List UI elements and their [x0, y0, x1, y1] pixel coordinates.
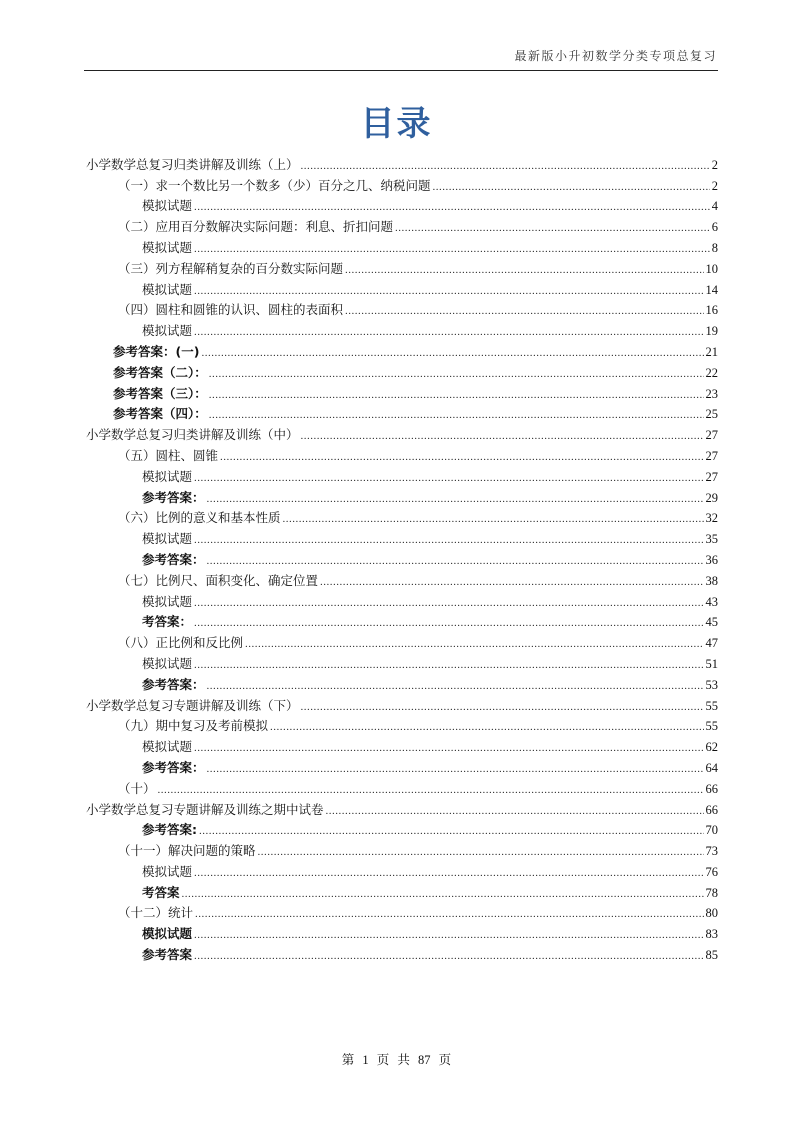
toc-entry-label: 参考答案（三）： [113, 385, 207, 401]
toc-dot-leader [209, 388, 704, 402]
toc-entry-label: 考答案 [142, 884, 180, 900]
toc-entry[interactable] [86, 506, 718, 527]
toc-entry-page-number: 80 [705, 906, 718, 921]
toc-dot-leader [209, 408, 704, 422]
toc-entry[interactable] [86, 859, 718, 880]
toc-entry[interactable] [86, 901, 718, 922]
toc-entry[interactable] [86, 797, 718, 818]
toc-entry[interactable] [86, 485, 718, 506]
toc-entry[interactable] [86, 610, 718, 631]
toc-entry-label: 参考答案： [142, 551, 205, 567]
toc-entry-page-number: 43 [705, 594, 718, 609]
toc-entry-label: （一）求一个数比另一个数多（少）百分之几、纳税问题 [118, 177, 431, 193]
toc-entry-page-number: 25 [705, 407, 718, 422]
toc-entry[interactable] [86, 776, 718, 797]
toc-entry-label: 参考答案: [142, 822, 197, 838]
toc-entry-page-number: 23 [705, 386, 718, 401]
toc-dot-leader [320, 575, 703, 589]
toc-entry-page-number: 45 [705, 615, 718, 630]
toc-dot-leader [301, 429, 704, 443]
toc-entry-label: （四）圆柱和圆锥的认识、圆柱的表面积 [118, 302, 344, 318]
toc-entry[interactable] [86, 464, 718, 485]
toc-entry-label: 模拟试题 [142, 739, 193, 755]
toc-entry[interactable] [86, 630, 718, 651]
toc-entry[interactable] [86, 672, 718, 693]
toc-entry-label: 模拟试题 [142, 239, 193, 255]
toc-entry-page-number: 85 [705, 948, 718, 963]
toc-entry-label: 小学数学总复习归类讲解及训练（中） [86, 427, 299, 443]
toc-dot-leader [209, 367, 704, 381]
toc-dot-leader [270, 720, 703, 734]
toc-entry[interactable] [86, 277, 718, 298]
toc-entry-label: 考答案： [142, 614, 193, 630]
toc-dot-leader [194, 928, 703, 942]
toc-entry-label: （五）圆柱、圆锥 [118, 447, 219, 463]
toc-entry-label: 参考答案： [142, 489, 205, 505]
toc-dot-leader [301, 700, 704, 714]
toc-entry-label: （八）正比例和反比例 [118, 635, 244, 651]
toc-entry-page-number: 19 [705, 324, 718, 339]
toc-entry[interactable] [86, 402, 718, 423]
toc-entry-label: 参考答案：(一) [113, 343, 200, 359]
toc-dot-leader [345, 263, 703, 277]
toc-entry-label: （九）期中复习及考前模拟 [118, 718, 269, 734]
toc-dot-leader [207, 492, 704, 506]
toc-entry[interactable] [86, 818, 718, 839]
toc-entry-page-number: 76 [705, 864, 718, 879]
toc-entry-page-number: 38 [705, 573, 718, 588]
toc-dot-leader [207, 554, 704, 568]
toc-entry-label: （六）比例的意义和基本性质 [118, 510, 281, 526]
toc-dot-leader [283, 512, 704, 526]
toc-entry[interactable] [86, 214, 718, 235]
toc-entry-label: 模拟试题 [142, 198, 193, 214]
toc-title: 目录 [360, 104, 433, 144]
toc-dot-leader [194, 471, 703, 485]
toc-entry[interactable] [86, 942, 718, 963]
toc-dot-leader [194, 596, 703, 610]
toc-entry[interactable] [86, 422, 718, 443]
toc-entry[interactable] [86, 194, 718, 215]
toc-dot-leader [207, 679, 704, 693]
header-divider [84, 70, 718, 71]
toc-dot-leader [194, 242, 710, 256]
toc-dot-leader [182, 887, 704, 901]
toc-entry-label: （十） [118, 780, 156, 796]
toc-entry-label: （十二）统计 [118, 905, 194, 921]
toc-entry[interactable] [86, 152, 718, 173]
toc-dot-leader [326, 804, 704, 818]
toc-entry-label: 模拟试题 [142, 281, 193, 297]
toc-entry-page-number: 29 [705, 490, 718, 505]
toc-entry[interactable] [86, 339, 718, 360]
toc-entry[interactable] [86, 360, 718, 381]
toc-entry-page-number: 62 [705, 740, 718, 755]
toc-entry[interactable] [86, 298, 718, 319]
toc-entry-page-number: 10 [705, 261, 718, 276]
toc-dot-leader [345, 304, 703, 318]
toc-entry-label: （三）列方程解稍复杂的百分数实际问题 [118, 260, 344, 276]
toc-dot-leader [258, 845, 704, 859]
toc-entry[interactable] [86, 256, 718, 277]
toc-entry[interactable] [86, 734, 718, 755]
toc-entry[interactable] [86, 443, 718, 464]
toc-dot-leader [201, 346, 703, 360]
toc-entry[interactable] [86, 381, 718, 402]
toc-entry[interactable] [86, 318, 718, 339]
toc-entry-page-number: 14 [705, 282, 718, 297]
toc-entry[interactable] [86, 880, 718, 901]
toc-entry-page-number: 8 [711, 240, 718, 255]
toc-entry[interactable] [86, 714, 718, 735]
toc-entry-page-number: 27 [705, 428, 718, 443]
toc-dot-leader [194, 949, 703, 963]
toc-entry-page-number: 35 [705, 532, 718, 547]
toc-entry[interactable] [86, 589, 718, 610]
toc-entry[interactable] [86, 755, 718, 776]
toc-entry-page-number: 2 [711, 178, 718, 193]
toc-entry-label: 小学数学总复习专题讲解及训练之期中试卷 [86, 801, 324, 817]
toc-entry-page-number: 22 [705, 365, 718, 380]
toc-dot-leader [194, 616, 703, 630]
toc-entry-page-number: 55 [705, 719, 718, 734]
toc-entry-page-number: 53 [705, 677, 718, 692]
toc-dot-leader [158, 783, 704, 797]
running-header: 最新版小升初数学分类专项总复习 [514, 49, 717, 63]
toc-entry-page-number: 64 [705, 760, 718, 775]
toc-entry-label: 小学数学总复习专题讲解及训练（下） [86, 697, 299, 713]
toc-dot-leader [194, 325, 703, 339]
toc-entry-page-number: 27 [705, 469, 718, 484]
toc-entry-label: 小学数学总复习归类讲解及训练（上） [86, 156, 299, 172]
toc-dot-leader [194, 866, 703, 880]
toc-entry-label: 模拟试题 [142, 468, 193, 484]
toc-entry-page-number: 66 [705, 802, 718, 817]
toc-dot-leader [433, 180, 710, 194]
toc-entry[interactable] [86, 838, 718, 859]
toc-dot-leader [301, 159, 710, 173]
toc-dot-leader [194, 200, 710, 214]
toc-entry-label: 参考答案： [142, 759, 205, 775]
toc-dot-leader [194, 658, 703, 672]
toc-entry-label: 参考答案（四）： [113, 406, 207, 422]
toc-entry[interactable] [86, 568, 718, 589]
toc-entry-page-number: 16 [705, 303, 718, 318]
toc-entry-page-number: 51 [705, 656, 718, 671]
toc-entry[interactable] [86, 547, 718, 568]
toc-dot-leader [207, 762, 704, 776]
toc-entry-page-number: 73 [705, 844, 718, 859]
toc-dot-leader [245, 637, 703, 651]
toc-entry-label: 模拟试题 [142, 323, 193, 339]
toc-entry-label: （十一）解决问题的策略 [118, 843, 256, 859]
toc-entry[interactable] [86, 173, 718, 194]
toc-entry-label: 参考答案： [142, 676, 205, 692]
toc-entry-page-number: 66 [705, 781, 718, 796]
toc-entry-page-number: 47 [705, 636, 718, 651]
toc-entry-page-number: 2 [711, 157, 718, 172]
toc-dot-leader [195, 907, 703, 921]
table-of-contents [86, 152, 718, 963]
toc-entry-label: 模拟试题 [142, 655, 193, 671]
toc-entry-page-number: 21 [705, 344, 718, 359]
toc-dot-leader [194, 533, 703, 547]
toc-entry[interactable] [86, 693, 718, 714]
toc-entry[interactable] [86, 526, 718, 547]
toc-entry-page-number: 55 [705, 698, 718, 713]
toc-entry-page-number: 6 [711, 220, 718, 235]
toc-entry-label: 模拟试题 [142, 926, 193, 942]
toc-entry-page-number: 27 [705, 448, 718, 463]
toc-entry-label: 模拟试题 [142, 531, 193, 547]
toc-entry-page-number: 70 [705, 823, 718, 838]
toc-entry-label: （二）应用百分数解决实际问题：利息、折扣问题 [118, 219, 394, 235]
toc-dot-leader [194, 741, 703, 755]
toc-entry-page-number: 83 [705, 927, 718, 942]
toc-entry-page-number: 32 [705, 511, 718, 526]
toc-dot-leader [199, 824, 704, 838]
toc-entry[interactable] [86, 651, 718, 672]
toc-dot-leader [395, 221, 710, 235]
toc-entry-label: 模拟试题 [142, 863, 193, 879]
toc-entry[interactable] [86, 921, 718, 942]
toc-entry-label: （七）比例尺、面积变化、确定位置 [118, 572, 319, 588]
toc-entry-page-number: 36 [705, 552, 718, 567]
toc-entry-page-number: 78 [705, 885, 718, 900]
toc-entry-label: 参考答案 [142, 947, 193, 963]
toc-entry-label: 模拟试题 [142, 593, 193, 609]
toc-entry[interactable] [86, 235, 718, 256]
page-footer: 第 1 页 共 87 页 [341, 1053, 452, 1067]
toc-entry-page-number: 4 [711, 199, 718, 214]
toc-dot-leader [194, 284, 703, 298]
toc-entry-label: 参考答案（二）： [113, 364, 207, 380]
toc-dot-leader [220, 450, 703, 464]
